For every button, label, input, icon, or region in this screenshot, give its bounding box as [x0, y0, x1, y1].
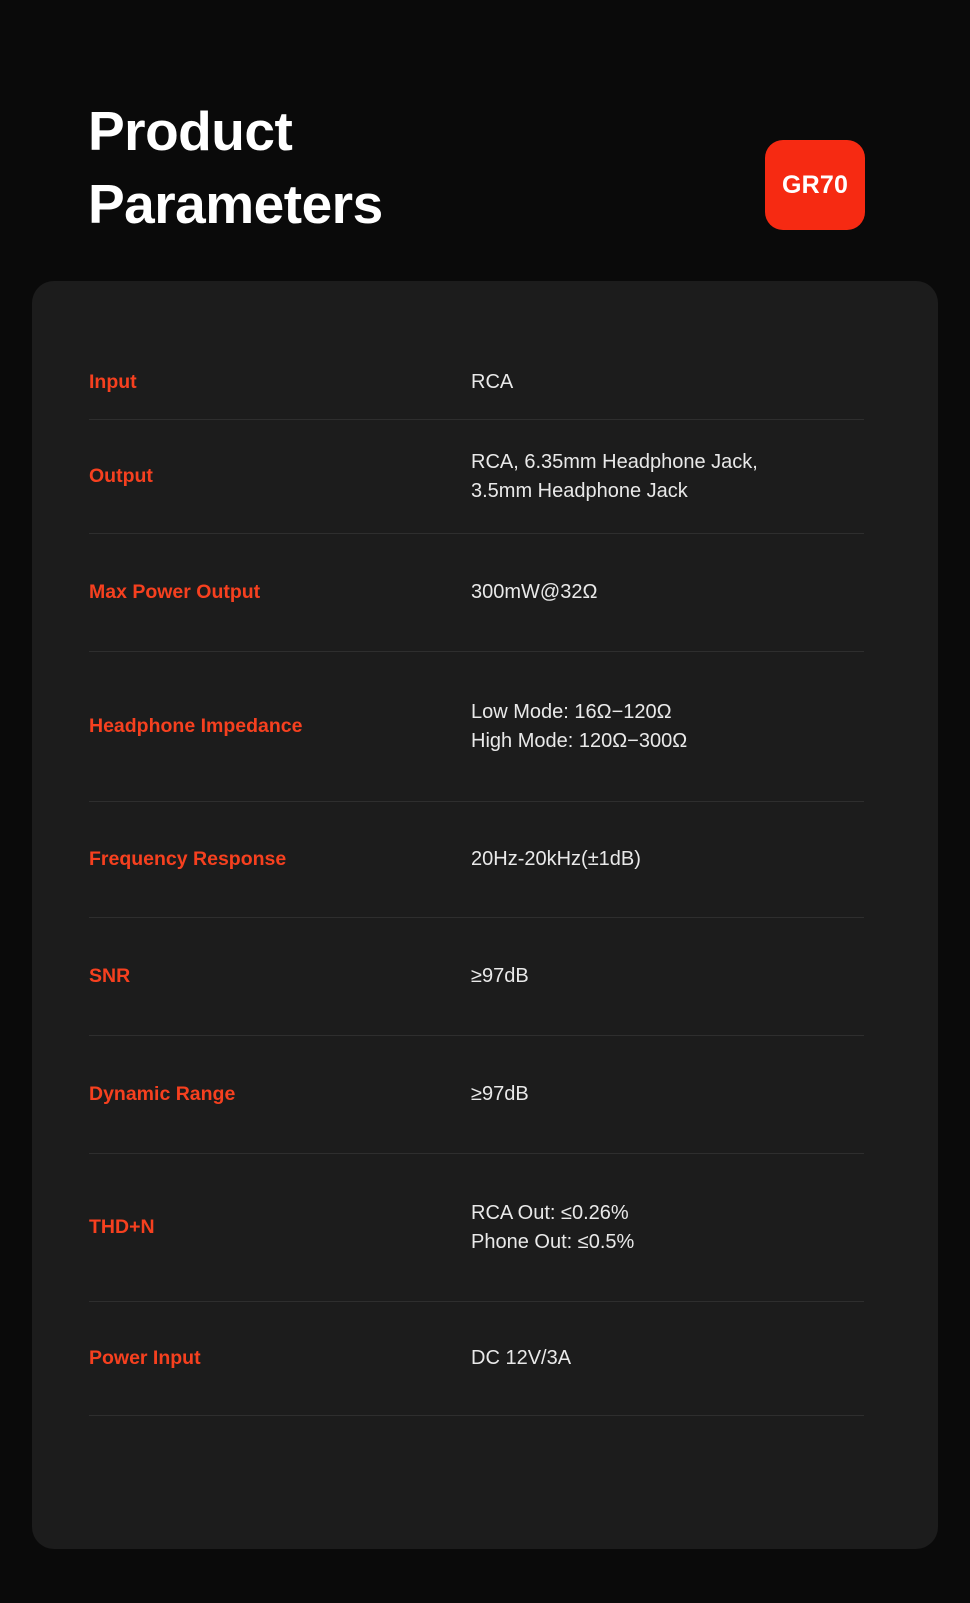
spec-label: Output — [89, 465, 153, 488]
table-row — [89, 346, 864, 420]
table-row — [89, 1302, 864, 1416]
spec-table — [89, 346, 864, 1416]
spec-value-line: High Mode: 120Ω−300Ω — [471, 729, 688, 752]
page-header — [0, 0, 970, 285]
spec-value-line: 3.5mm Headphone Jack — [471, 479, 688, 502]
product-model-badge — [765, 140, 865, 230]
spec-label: Power Input — [89, 1347, 201, 1370]
spec-card — [32, 281, 938, 1549]
spec-label: Max Power Output — [89, 581, 261, 604]
spec-label: Headphone Impedance — [89, 715, 303, 738]
spec-label: Dynamic Range — [89, 1083, 236, 1106]
page-title — [88, 95, 708, 241]
product-model-label: GR70 — [781, 170, 849, 199]
spec-value — [471, 962, 864, 991]
table-row — [89, 802, 864, 918]
table-row — [89, 534, 864, 652]
spec-value-line: DC 12V/3A — [471, 1347, 572, 1369]
spec-label: SNR — [89, 965, 131, 988]
page-title-line-2: Parameters — [88, 173, 383, 236]
table-row — [89, 1154, 864, 1302]
table-row — [89, 918, 864, 1036]
spec-value — [471, 1344, 864, 1373]
spec-value — [471, 368, 864, 397]
table-row — [89, 420, 864, 534]
spec-label: THD+N — [89, 1216, 155, 1239]
spec-label: Frequency Response — [89, 848, 287, 871]
spec-value-line: Low Mode: 16Ω−120Ω — [471, 700, 672, 723]
spec-value-line: 300mW@32Ω — [471, 581, 598, 603]
spec-value — [471, 1199, 864, 1257]
spec-value-line: RCA, 6.35mm Headphone Jack, — [471, 450, 758, 473]
spec-value-line: RCA — [471, 371, 514, 393]
spec-value — [471, 448, 864, 506]
spec-value-line: ≥97dB — [471, 965, 529, 987]
spec-value-line: Phone Out: ≤0.5% — [471, 1230, 635, 1253]
page-title-line-1: Product — [88, 100, 293, 162]
spec-value-line: ≥97dB — [471, 1083, 529, 1105]
spec-value — [471, 1080, 864, 1109]
table-row — [89, 652, 864, 802]
spec-value-line: 20Hz-20kHz(±1dB) — [471, 848, 641, 870]
spec-value-line: RCA Out: ≤0.26% — [471, 1201, 629, 1224]
spec-value — [471, 698, 864, 756]
spec-value — [471, 845, 864, 874]
spec-value — [471, 578, 864, 607]
table-row — [89, 1036, 864, 1154]
spec-label: Input — [89, 371, 137, 394]
